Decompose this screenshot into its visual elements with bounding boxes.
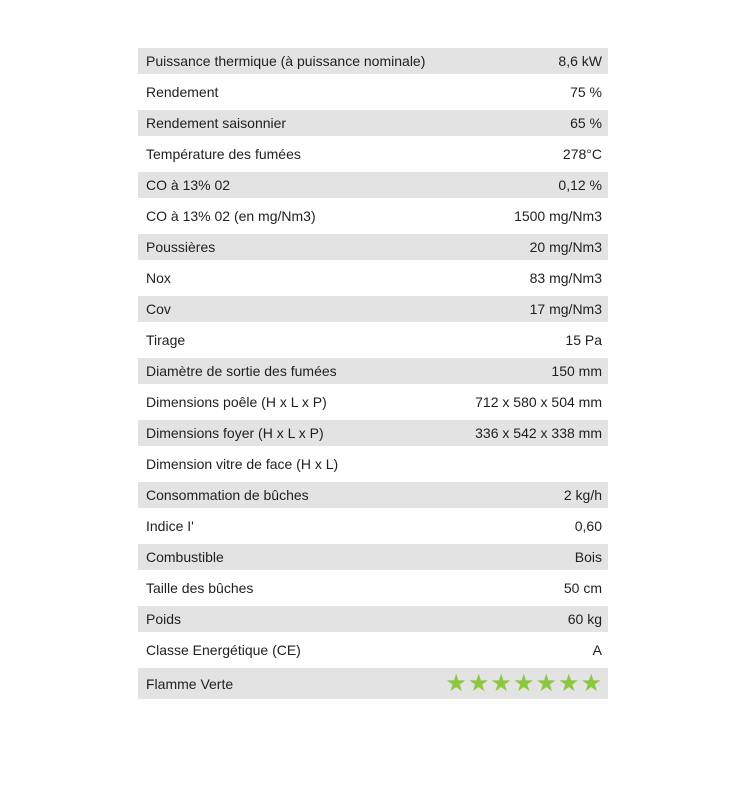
spec-row bbox=[138, 575, 608, 601]
spec-value: 1500 mg/Nm3 bbox=[514, 208, 602, 224]
spec-value: 15 Pa bbox=[565, 332, 602, 348]
spec-row bbox=[138, 544, 608, 570]
spec-label: Consommation de bûches bbox=[146, 487, 309, 503]
spec-label: Dimensions foyer (H x L x P) bbox=[146, 425, 324, 441]
spec-row bbox=[138, 203, 608, 229]
spec-label: CO à 13% 02 (en mg/Nm3) bbox=[146, 208, 316, 224]
spec-label: CO à 13% 02 bbox=[146, 177, 231, 193]
spec-row bbox=[138, 420, 608, 446]
spec-row bbox=[138, 234, 608, 260]
spec-label: Combustible bbox=[146, 549, 224, 565]
spec-row bbox=[138, 358, 608, 384]
star-icon: ★ bbox=[512, 669, 535, 697]
spec-label: Taille des bûches bbox=[146, 580, 254, 596]
spec-label: Flamme Verte bbox=[146, 675, 234, 692]
star-icon: ★ bbox=[467, 669, 490, 697]
spec-row bbox=[138, 606, 608, 632]
spec-row bbox=[138, 79, 608, 105]
spec-row bbox=[138, 172, 608, 198]
spec-label: Dimensions poêle (H x L x P) bbox=[146, 394, 327, 410]
spec-value: 278°C bbox=[562, 146, 602, 162]
spec-value: 336 x 542 x 338 mm bbox=[475, 425, 602, 441]
spec-row bbox=[138, 141, 608, 167]
spec-row bbox=[138, 48, 608, 74]
spec-row bbox=[138, 265, 608, 291]
spec-value: 150 mm bbox=[551, 363, 602, 379]
star-icon: ★ bbox=[557, 669, 580, 697]
spec-label: Nox bbox=[146, 270, 171, 286]
spec-row bbox=[138, 513, 608, 539]
spec-value: 60 kg bbox=[567, 611, 602, 627]
spec-value: Bois bbox=[574, 549, 602, 565]
spec-row bbox=[138, 296, 608, 322]
spec-label: Température des fumées bbox=[146, 146, 301, 162]
spec-label: Poussières bbox=[146, 239, 216, 255]
spec-row bbox=[138, 451, 608, 477]
spec-row bbox=[138, 637, 608, 663]
spec-label: Tirage bbox=[146, 332, 186, 348]
spec-value: 2 kg/h bbox=[563, 487, 602, 503]
spec-label: Classe Energétique (CE) bbox=[146, 642, 301, 658]
spec-row bbox=[138, 327, 608, 353]
spec-label: Cov bbox=[146, 301, 171, 317]
spec-label: Rendement saisonnier bbox=[146, 115, 287, 131]
spec-value: 712 x 580 x 504 mm bbox=[475, 394, 602, 410]
spec-row bbox=[138, 110, 608, 136]
spec-table bbox=[138, 48, 608, 699]
star-icon: ★ bbox=[580, 669, 602, 697]
spec-row bbox=[138, 668, 608, 699]
spec-value: 75 % bbox=[570, 84, 602, 100]
star-icon: ★ bbox=[535, 669, 557, 697]
spec-label: Dimension vitre de face (H x L) bbox=[146, 456, 339, 472]
spec-value: 20 mg/Nm3 bbox=[529, 239, 602, 255]
spec-value: 50 cm bbox=[563, 580, 602, 596]
spec-row bbox=[138, 482, 608, 508]
spec-label: Rendement bbox=[146, 84, 219, 100]
flamme-verte-rating bbox=[444, 669, 602, 697]
spec-value: 0,60 bbox=[574, 518, 602, 534]
spec-value: 17 mg/Nm3 bbox=[529, 301, 602, 317]
star-icon: ★ bbox=[445, 669, 467, 697]
spec-label: Diamètre de sortie des fumées bbox=[146, 363, 337, 379]
star-icon: ★ bbox=[490, 669, 512, 697]
spec-label: Poids bbox=[146, 611, 182, 627]
spec-value: 83 mg/Nm3 bbox=[529, 270, 602, 286]
spec-label: Indice I' bbox=[146, 518, 194, 534]
spec-row bbox=[138, 389, 608, 415]
spec-value: 65 % bbox=[570, 115, 602, 131]
spec-label: Puissance thermique (à puissance nominale) bbox=[146, 53, 426, 69]
spec-value: 0,12 % bbox=[558, 177, 602, 193]
spec-value: A bbox=[592, 642, 602, 658]
spec-value: 8,6 kW bbox=[558, 53, 602, 69]
